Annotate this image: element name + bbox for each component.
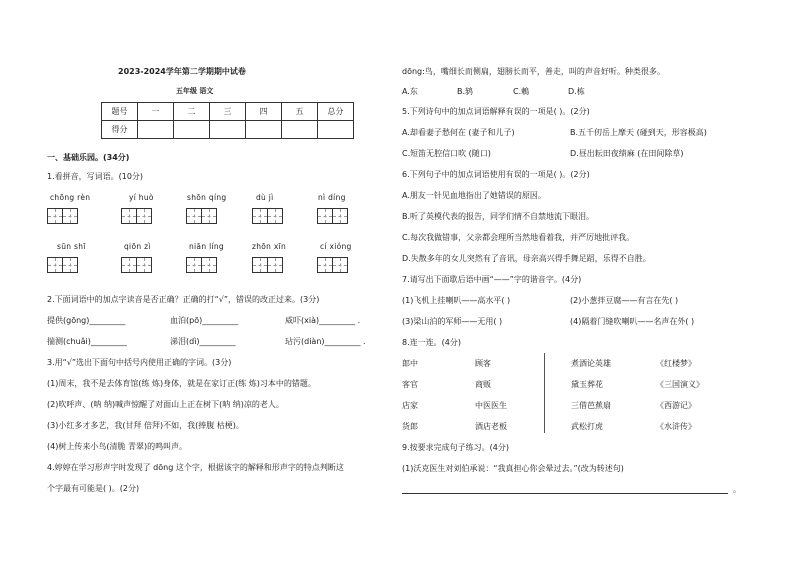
match-item-col4[interactable]: 《三国演义》 <box>656 380 704 389</box>
score-table <box>101 102 354 139</box>
match-item-col3[interactable]: 黛玉葬花 <box>571 380 603 389</box>
match-item-col3[interactable]: 三借芭蕉扇 <box>571 401 611 410</box>
q2-item[interactable]: 玷污(diàn)_________ . <box>285 337 366 346</box>
score-cell[interactable] <box>174 121 210 139</box>
pinyin-label: yí huò <box>129 193 154 202</box>
writing-grid[interactable] <box>47 257 77 273</box>
question-1: 1.看拼音，写词语。(10分) <box>47 172 144 181</box>
q2-item[interactable]: 提供(gōng)_________ <box>47 316 126 325</box>
writing-grid[interactable] <box>186 208 216 224</box>
pinyin-label: cí xióng <box>320 242 352 251</box>
score-cell[interactable] <box>210 121 246 139</box>
score-header-cell: 题号 <box>102 103 138 121</box>
pinyin-label: chōng rèn <box>50 193 91 202</box>
writing-grid[interactable] <box>317 208 347 224</box>
question-2: 2.下面词语中的加点字读音是否正确？正确的打“√”，错误的改正过来。(3分) <box>47 295 320 304</box>
pinyin-label: niān líng <box>189 242 224 251</box>
answer-line[interactable] <box>402 493 728 494</box>
section-1-heading: 一、基础乐园。(34分) <box>47 153 130 162</box>
q4-option-c[interactable]: C.鶇 <box>513 87 530 96</box>
q4-option-b[interactable]: B.鸫 <box>457 87 474 96</box>
score-cell[interactable] <box>246 121 282 139</box>
q7-item[interactable]: (1)飞机上挂喇叭——高水平( ) <box>402 296 511 305</box>
pinyin-label: nì díng <box>318 193 346 202</box>
score-header-cell: 四 <box>246 103 282 121</box>
q9-item-1: (1)沃克医生对刘伯承说：“我真担心你会晕过去。”(改为转述句) <box>402 464 624 473</box>
q6-option-a[interactable]: A.朋友一针见血地指出了她错误的原因。 <box>402 191 546 200</box>
score-header-cell: 二 <box>174 103 210 121</box>
match-item-col4[interactable]: 《西游记》 <box>656 401 696 410</box>
q6-option-c[interactable]: C.每次我做错事，父亲都会理所当然地看着我，并严厉地批评我。 <box>402 233 635 242</box>
match-item-col1[interactable]: 店家 <box>402 401 418 410</box>
question-6: 6.下列句子中的加点词语使用有误的一项是( )。(2分) <box>402 170 590 179</box>
q2-item[interactable]: 揣测(chuǎi)_________ <box>47 337 127 346</box>
score-table-header-row <box>102 103 354 121</box>
score-row-label: 得分 <box>102 121 138 139</box>
match-item-col4[interactable]: 《水浒传》 <box>656 422 696 431</box>
score-header-cell: 五 <box>282 103 318 121</box>
match-item-col4[interactable]: 《红楼梦》 <box>656 359 696 368</box>
score-header-cell: 三 <box>210 103 246 121</box>
question-3: 3.用“√”选出下面句中括号内使用正确的字词。(3分) <box>47 358 232 367</box>
q4-definition: dōng:鸟，嘴细长而侧扁，翅膀长而平，善走，叫的声音好听。种类很多。 <box>402 67 665 76</box>
writing-grid[interactable] <box>252 208 282 224</box>
q6-option-d[interactable]: D.失散多年的女儿突然有了音讯，母亲高兴得手舞足蹈，乐得不自胜。 <box>402 254 651 263</box>
q2-item[interactable]: 威吓(xià)_________ . <box>285 316 361 325</box>
match-item-col2[interactable]: 顾客 <box>475 359 491 368</box>
score-cell[interactable] <box>318 121 354 139</box>
match-item-col1[interactable]: 郎中 <box>402 359 418 368</box>
answer-line-end-mark: 。 <box>733 485 741 494</box>
question-8: 8.连一连。(4分) <box>402 338 461 347</box>
q5-option-a[interactable]: A.却看妻子愁何在 (妻子和儿子) <box>402 128 515 137</box>
q3-item[interactable]: (4)树上传来小鸟(清脆 青翠)的鸣叫声。 <box>47 442 188 451</box>
q2-item[interactable]: 血泊(pō)_________ <box>170 316 239 325</box>
score-header-cell: 总分 <box>318 103 354 121</box>
q3-item[interactable]: (2)吹呼声、(呐 纳)喊声惊醒了对面山上正在树下(呐 纳)凉的老人。 <box>47 400 284 409</box>
match-item-col1[interactable]: 货郎 <box>402 422 418 431</box>
score-header-cell: 一 <box>138 103 174 121</box>
writing-grid[interactable] <box>252 257 282 273</box>
writing-grid[interactable] <box>317 257 347 273</box>
pinyin-label: dù jì <box>256 193 274 202</box>
question-5: 5.下列诗句中的加点词语解释有误的一项是( )。(2分) <box>402 107 590 116</box>
writing-grid[interactable] <box>121 257 151 273</box>
exam-title: 2023-2024学年第二学期期中试卷 <box>118 67 246 76</box>
question-4: 4.婷婷在学习形声字时发现了 dōng 这个字，根据该字的解释和形声字的特点判断这 <box>47 463 344 472</box>
match-item-col2[interactable]: 商贩 <box>475 380 491 389</box>
q7-item[interactable]: (4)隔着门缝吹喇叭——名声在外( ) <box>570 317 695 326</box>
q3-item[interactable]: (3)小红多才多艺，我(甘拜 倍拜)不如，我(捧腹 枯梗)。 <box>47 421 244 430</box>
question-9: 9.按要求完成句子练习。(4分) <box>402 443 509 452</box>
score-table-score-row <box>102 121 354 139</box>
pinyin-label: zhōn xīn <box>252 242 287 251</box>
match-item-col3[interactable]: 煮酒论英雄 <box>571 359 611 368</box>
match-item-col3[interactable]: 武松打虎 <box>571 422 603 431</box>
q2-item[interactable]: 涕泪(dì)_________ <box>170 337 236 346</box>
q5-option-d[interactable]: D.昼出耘田夜绩麻 (在田间除草) <box>570 149 684 158</box>
score-cell[interactable] <box>282 121 318 139</box>
question-4-cont[interactable]: 个字最有可能是( )。(2分) <box>47 484 140 493</box>
q4-option-a[interactable]: A.东 <box>402 87 418 96</box>
exam-subtitle: 五年级 语文 <box>176 87 214 95</box>
writing-grid[interactable] <box>47 208 77 224</box>
q6-option-b[interactable]: B.听了英模代表的报告，同学们情不自禁地流下眼泪。 <box>402 212 595 221</box>
pinyin-label: sūn shī <box>57 242 86 251</box>
q7-item[interactable]: (3)梁山泊的军师——无用( ) <box>402 317 503 326</box>
q4-option-d[interactable]: D.栋 <box>568 87 585 96</box>
match-divider <box>544 353 545 433</box>
match-item-col2[interactable]: 中医医生 <box>475 401 507 410</box>
pinyin-label: shōn qíng <box>187 193 227 202</box>
writing-grid[interactable] <box>186 257 216 273</box>
score-cell[interactable] <box>138 121 174 139</box>
q7-item[interactable]: (2)小葱拌豆腐——有言在先( ) <box>570 296 679 305</box>
match-item-col1[interactable]: 客官 <box>402 380 418 389</box>
question-7: 7.请写出下面歇后语中画“——”字的谐音字。(4分) <box>402 275 582 284</box>
q5-option-c[interactable]: C.短笛无腔信口吹 (随口) <box>402 149 491 158</box>
writing-grid[interactable] <box>121 208 151 224</box>
q5-option-b[interactable]: B.五千仞岳上摩天 (碰到天，形容极高) <box>570 128 707 137</box>
match-item-col2[interactable]: 酒店老板 <box>475 422 507 431</box>
q3-item[interactable]: (1)周末，我不是去体育馆(练 炼)身体，就是在家订正(练 炼)习本中的错题。 <box>47 379 316 388</box>
pinyin-label: qiōn zì <box>124 242 151 251</box>
